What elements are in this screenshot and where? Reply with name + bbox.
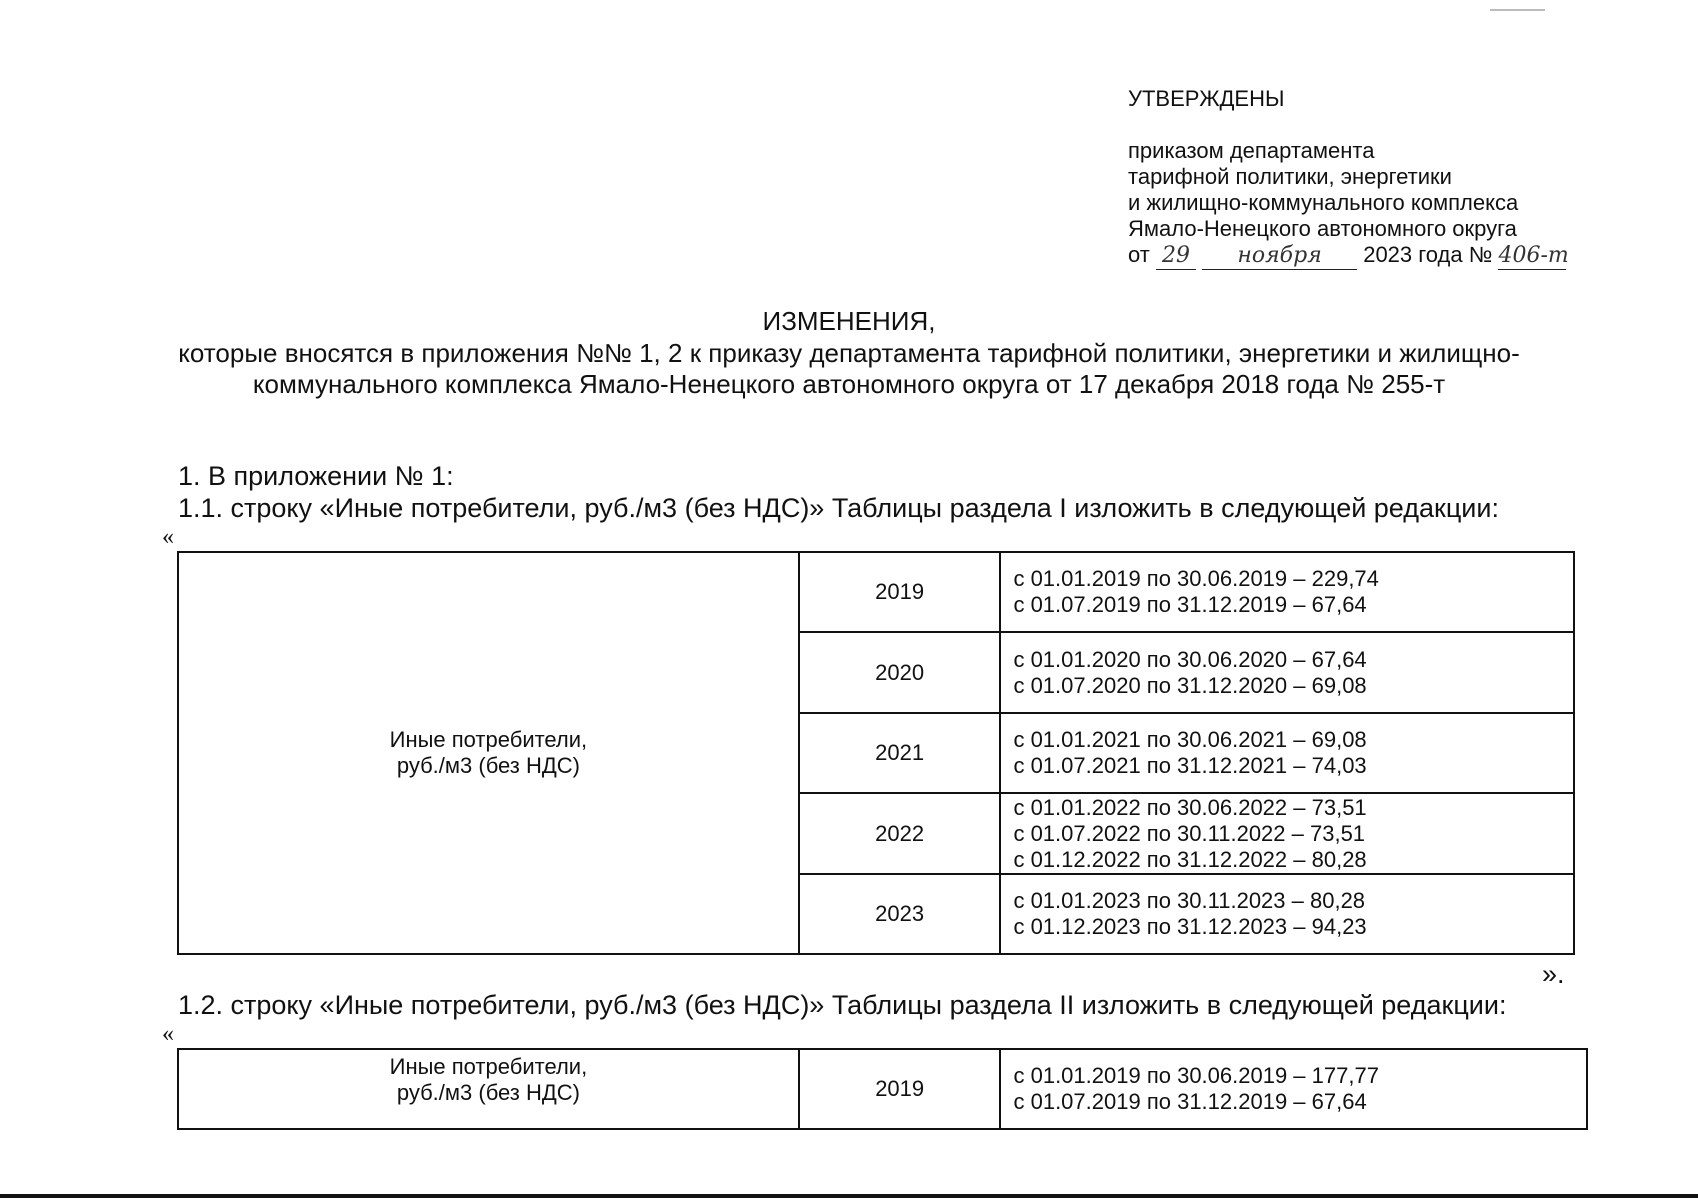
open-quote: « — [162, 524, 174, 550]
year-cell: 2022 — [799, 793, 1001, 874]
handwritten-day: 29 — [1156, 243, 1196, 270]
periods-cell: с 01.01.2020 по 30.06.2020 – 67,64 с 01.07.2020 по 31.12.2020 – 69,08 — [1000, 632, 1574, 713]
periods-cell: с 01.01.2019 по 30.06.2019 – 229,74 с 01.07.2019 по 31.12.2019 – 67,64 — [1000, 552, 1574, 632]
item-1-1: 1.1. строку «Иные потребители, руб./м3 (без НДС)» Таблицы раздела I изложить в следующей редакции: — [178, 493, 1499, 523]
tariff-table-section-1 — [177, 551, 1575, 955]
year-cell: 2023 — [799, 874, 1001, 954]
title-line: которые вносятся в приложения №№ 1, 2 к приказу департамента тарифной политики, энергетики и жилищно- — [178, 338, 1520, 368]
section-heading: 1. В приложении № 1: — [178, 461, 454, 491]
periods-cell: с 01.01.2021 по 30.06.2021 – 69,08 с 01.07.2021 по 31.12.2021 – 74,03 — [1000, 713, 1574, 793]
periods-cell: с 01.01.2022 по 30.06.2022 – 73,51 с 01.07.2022 по 30.11.2022 – 73,51 с 01.12.2022 по 31.12.2022 – 80,28 — [1000, 793, 1574, 874]
approval-block — [1128, 86, 1569, 270]
open-quote: « — [162, 1021, 174, 1047]
date-prefix: от — [1128, 242, 1150, 267]
approval-line: Ямало-Ненецкого автономного округа — [1128, 216, 1517, 241]
year-cell: 2019 — [799, 552, 1001, 632]
table-row — [178, 552, 1574, 632]
approval-date-line — [1128, 242, 1569, 270]
approval-line: приказом департамента — [1128, 138, 1375, 163]
close-quote: ». — [1542, 959, 1565, 989]
periods-cell: с 01.01.2019 по 30.06.2019 – 177,77 с 01.07.2019 по 31.12.2019 – 67,64 — [1000, 1049, 1587, 1129]
tariff-table-section-2 — [177, 1048, 1588, 1130]
page-bottom-edge — [0, 1194, 1698, 1198]
approval-line: тарифной политики, энергетики — [1128, 164, 1452, 189]
date-year-text: 2023 года № — [1363, 242, 1493, 267]
approval-line: и жилищно-коммунального комплекса — [1128, 190, 1519, 215]
periods-cell: с 01.01.2023 по 30.11.2023 – 80,28 с 01.12.2023 по 31.12.2023 – 94,23 — [1000, 874, 1574, 954]
scan-mark — [1490, 9, 1545, 11]
year-cell: 2020 — [799, 632, 1001, 713]
year-cell: 2021 — [799, 713, 1001, 793]
changes-title: ИЗМЕНЕНИЯ, — [762, 306, 936, 336]
handwritten-order-number: 406-т — [1498, 243, 1569, 268]
approval-heading: УТВЕРЖДЕНЫ — [1128, 86, 1285, 111]
consumer-name-cell: Иные потребители, руб./м3 (без НДС) — [178, 552, 799, 954]
handwritten-month: ноября — [1202, 243, 1357, 270]
consumer-name-cell: Иные потребители, руб./м3 (без НДС) — [178, 1049, 799, 1129]
year-cell: 2019 — [799, 1049, 1001, 1129]
item-1-2: 1.2. строку «Иные потребители, руб./м3 (без НДС)» Таблицы раздела II изложить в следующей редакции: — [178, 990, 1507, 1020]
table-row — [178, 1049, 1587, 1129]
title-line: коммунального комплекса Ямало-Ненецкого автономного округа от 17 декабря 2018 года № 255-т — [252, 369, 1446, 399]
